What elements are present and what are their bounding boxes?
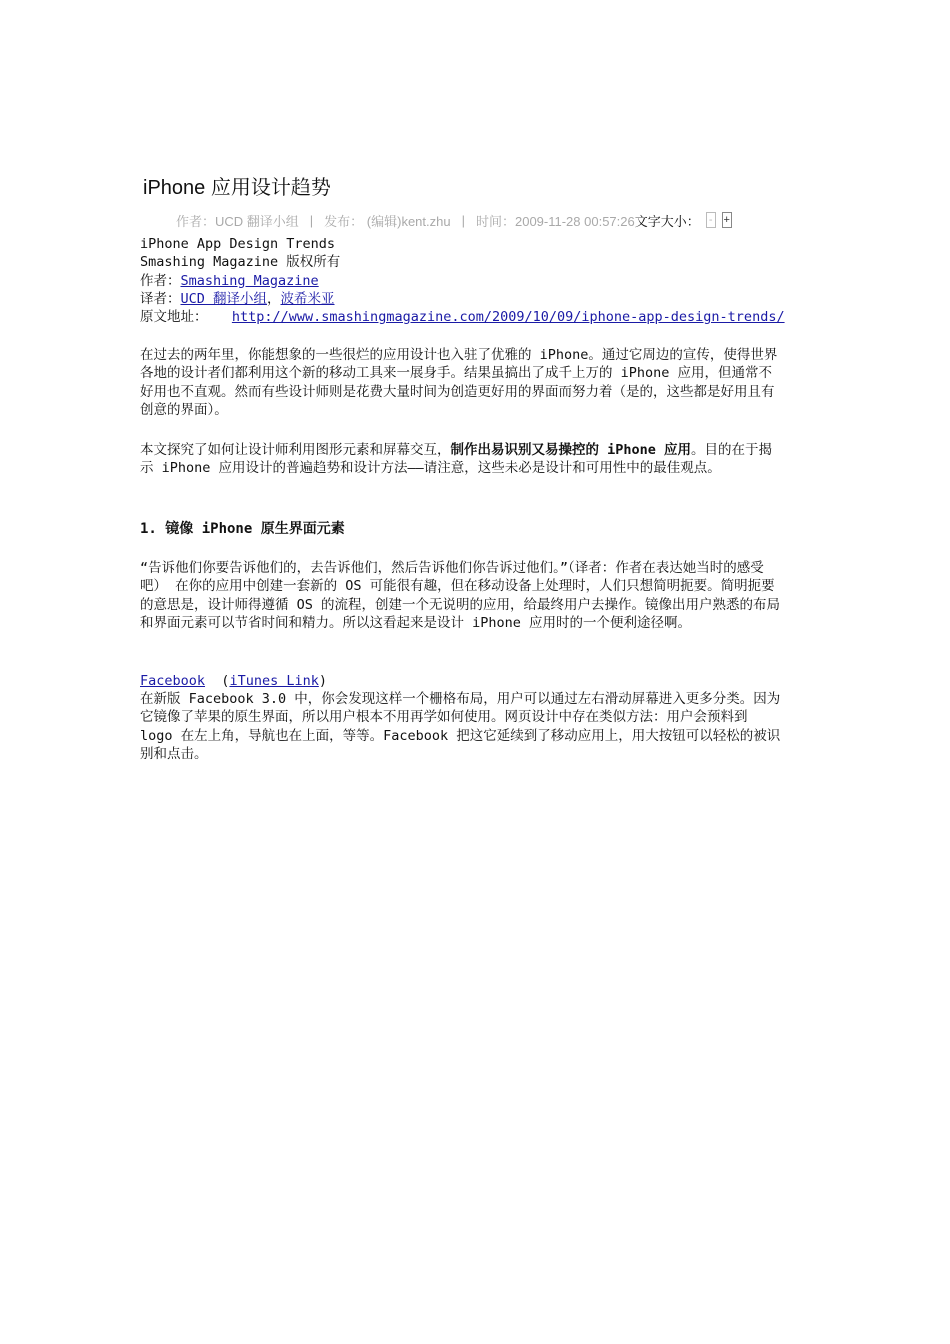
- paragraph-facebook: 在新版 Facebook 3.0 中，你会发现这样一个栅格布局，用户可以通过左右滑动屏幕进入更多分类。因为它镜像了苹果的原生界面，所以用户根本不用再学如何使用。网页设计中存在类似方法：用户会预料到 logo 在左上角，导航也在上面，等等。Facebook 把这它延续到了移动应用上，用大按钮可以轻松的被识别和点击。: [140, 691, 781, 762]
- source-line: [140, 308, 785, 326]
- author-label: 作者：: [140, 272, 181, 289]
- article-title: iPhone 应用设计趋势: [143, 177, 331, 199]
- font-decrease-button[interactable]: -: [706, 212, 716, 228]
- paragraph-section1: “告诉他们你要告诉他们的，去告诉他们，然后告诉他们你告诉过他们。”（译者：作者在表达她当时的感受吧） 在你的应用中创建一套新的 OS 可能很有趣，但在移动设备上处理时，人们只想简明扼要。简明扼要的意思是，设计师得遵循 OS 的流程，创建一个无说明的应用，给最终用户去操作。镜像出用户熟悉的布局和界面元素可以节省时间和精力。所以这看起来是设计 iPhone 应用时的一个便利途径啊。: [140, 560, 781, 631]
- article-header-info: [140, 235, 785, 326]
- paragraph-purpose-start: 本文探究了如何让设计师利用图形元素和屏幕交互，: [140, 442, 451, 458]
- itunes-paren-close: ): [318, 673, 327, 689]
- facebook-link-line: [140, 672, 785, 690]
- font-size-label: 文字大小：: [634, 213, 700, 229]
- translator-link-bohemia[interactable]: 波希米亚: [280, 290, 335, 307]
- author-line: [140, 272, 785, 290]
- meta-author: 作者：UCD 翻译小组: [176, 213, 299, 229]
- meta-published: 发布： (编辑)kent.zhu: [324, 213, 451, 229]
- article-meta: [176, 209, 732, 231]
- meta-separator: |: [309, 212, 314, 228]
- font-increase-button[interactable]: +: [723, 214, 730, 226]
- translator-line: [140, 290, 785, 308]
- author-link[interactable]: Smashing Magazine: [180, 272, 319, 289]
- section-heading-1: 1. 镜像 iPhone 原生界面元素: [140, 521, 345, 537]
- paragraph-purpose: [140, 441, 785, 478]
- translator-separator: ，: [267, 290, 281, 307]
- source-label: 原文地址：: [140, 309, 208, 326]
- source-url-link[interactable]: http://www.smashingmagazine.com/2009/10/09/iphone-app-design-trends/: [231, 309, 785, 326]
- paragraph-purpose-end: 。目的在于揭示 iPhone 应用设计的普遍趋势和设计方法——请注意，这些未必是设计和可用性中的最佳观点。: [140, 442, 773, 477]
- meta-separator: |: [461, 212, 465, 228]
- meta-time: 时间：2009-11-28 00:57:26: [475, 213, 635, 229]
- paragraph-intro: 在过去的两年里，你能想象的一些很烂的应用设计也入驻了优雅的 iPhone。通过它周边的宣传，使得世界各地的设计者们都利用这个新的移动工具来一展身手。结果虽搞出了成千上万的 iPhone 应用，但通常不好用也不直观。然而有些设计师则是花费大量时间为创造更好用的界面而努力着（是的，这些都是好用且有创意的界面）。: [140, 347, 778, 418]
- translator-label: 译者：: [140, 290, 181, 307]
- english-title: iPhone App Design Trends: [140, 236, 336, 252]
- translator-link-ucd[interactable]: UCD 翻译小组: [180, 290, 268, 307]
- copyright-line: Smashing Magazine 版权所有: [140, 254, 341, 271]
- paragraph-purpose-bold: 制作出易识别又易操控的 iPhone 应用: [450, 442, 692, 458]
- itunes-link[interactable]: iTunes Link: [229, 673, 319, 689]
- itunes-paren-open: (: [221, 673, 230, 689]
- facebook-link[interactable]: Facebook: [140, 673, 206, 689]
